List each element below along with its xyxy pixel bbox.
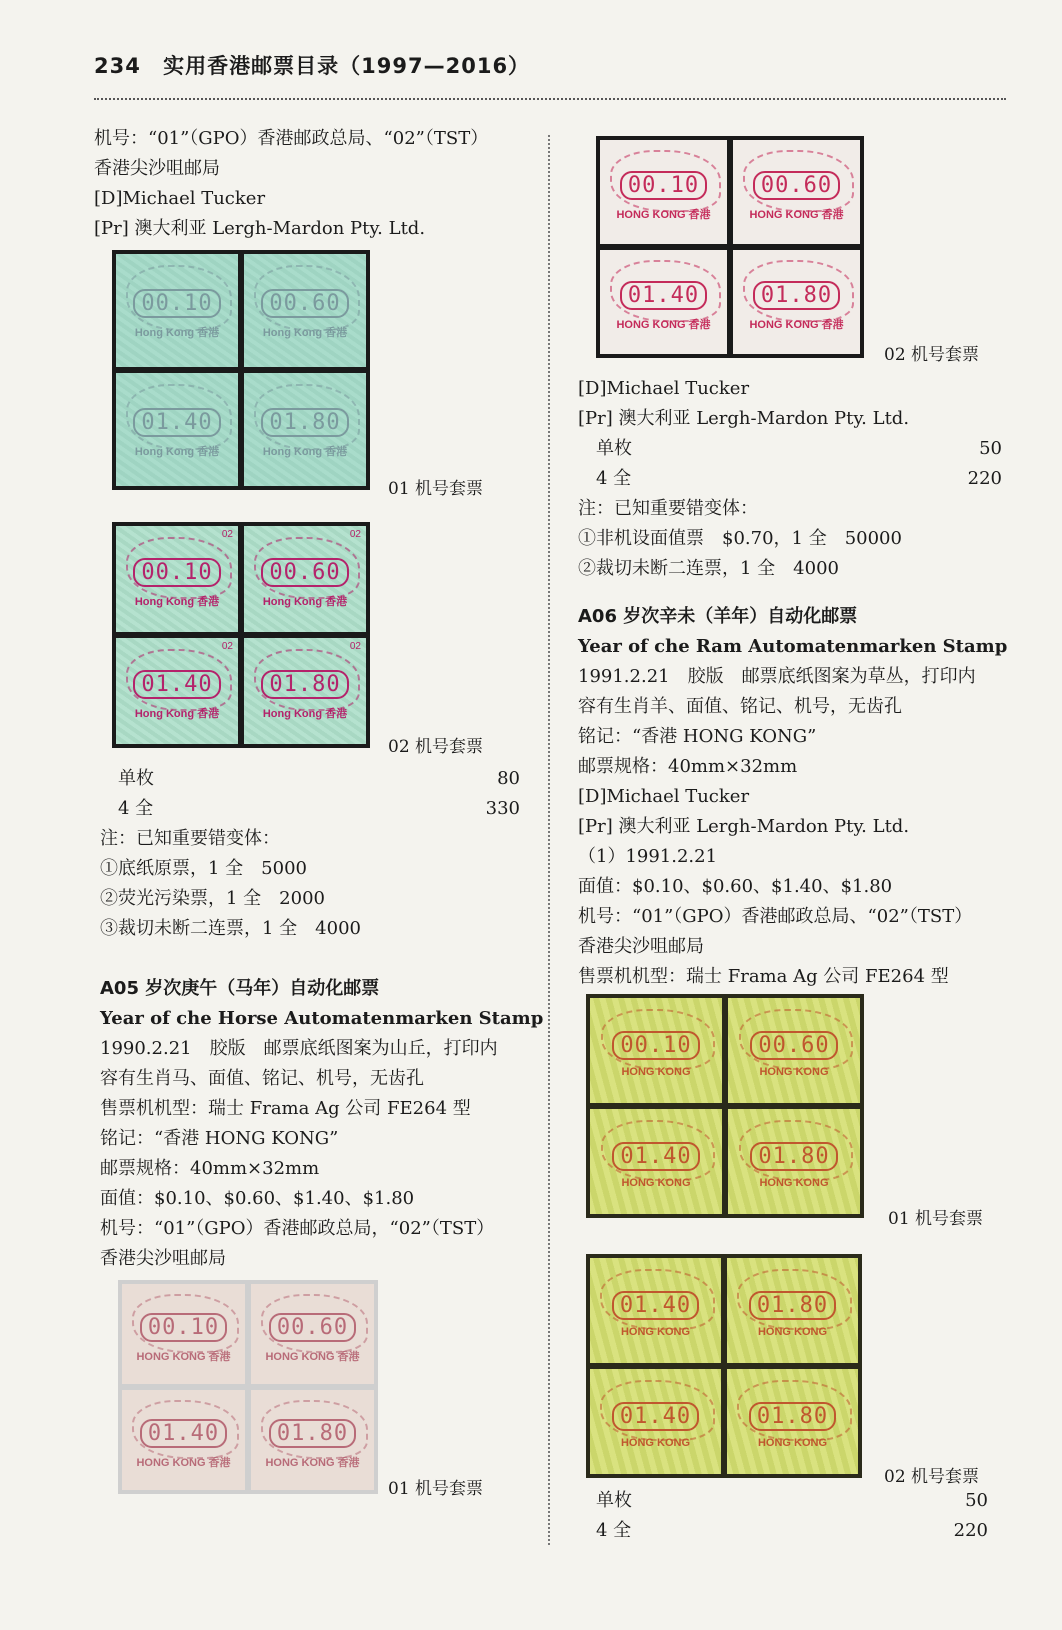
stamp-value: 00.60 xyxy=(261,289,348,318)
stamp-label: HONG KONG xyxy=(621,1177,691,1189)
stamp-value: 01.40 xyxy=(133,670,220,699)
stamp-value: 01.80 xyxy=(269,1419,356,1448)
detail-line: 面值：$0.10、$0.60、$1.40、$1.80 xyxy=(578,876,893,897)
snake-motif-icon xyxy=(254,265,360,331)
price-label: 4 全 xyxy=(596,1520,632,1541)
machine-number: 02 xyxy=(221,641,233,652)
stamp xyxy=(116,638,238,744)
stamp-label: HONG KONG xyxy=(757,1326,828,1338)
left-prices xyxy=(100,764,520,944)
price-value: 220 xyxy=(953,1520,988,1541)
horse-motif-icon xyxy=(743,260,854,321)
stamp-value: 01.80 xyxy=(750,1142,837,1171)
snake-motif-icon xyxy=(254,537,360,599)
a05-section xyxy=(100,974,544,1274)
stamp-label: HONG KONG xyxy=(620,1326,691,1338)
stamp-label: HONG KONG 香港 xyxy=(136,1350,231,1363)
stamp-value: 01.80 xyxy=(749,1291,836,1320)
snake-motif-icon xyxy=(126,537,232,599)
ram-motif-icon xyxy=(739,1120,854,1182)
detail-line: 铭记：“香港 HONG KONG” xyxy=(100,1128,339,1149)
stamp-label: Hong Kong 香港 xyxy=(134,707,220,720)
note-line: ③裁切未断二连票，1 全 4000 xyxy=(100,918,361,939)
stamp-value: 00.10 xyxy=(133,289,220,318)
ram-motif-icon xyxy=(737,1380,851,1442)
price-label: 单枚 xyxy=(596,438,632,459)
horse-motif-icon xyxy=(610,150,721,211)
stamp-block-ram-01 xyxy=(586,994,864,1218)
stamp-label: Hong Kong 香港 xyxy=(262,446,348,458)
stamp-label: HONG KONG 香港 xyxy=(749,208,844,221)
snake-motif-icon xyxy=(126,384,232,450)
intro-line: [D]Michael Tucker xyxy=(94,188,266,209)
stamp-label: HONG KONG xyxy=(620,1437,691,1449)
price-row xyxy=(578,464,1002,494)
stamp xyxy=(733,140,860,244)
stamp-value: 01.40 xyxy=(612,1291,699,1320)
detail-line: [Pr] 澳大利亚 Lergh-Mardon Pty. Ltd. xyxy=(578,816,910,837)
stamp-value: 00.10 xyxy=(133,558,220,587)
price-value: 50 xyxy=(979,438,1002,459)
stamp-label: Hong Kong 香港 xyxy=(262,595,348,608)
horse-motif-icon xyxy=(610,260,721,321)
stamp-label: Hong Kong 香港 xyxy=(262,707,348,720)
machine-number: 02 xyxy=(221,529,233,540)
caption: 02 机号套票 xyxy=(388,737,484,757)
stamp-value: 00.60 xyxy=(753,171,840,200)
price-row xyxy=(100,794,520,824)
stamp xyxy=(590,1258,721,1363)
stamp-block-horse-02 xyxy=(596,136,864,358)
spacer xyxy=(578,584,1002,602)
book-title: 实用香港邮票目录（1997—2016） xyxy=(163,54,531,78)
stamp-label: HONG KONG 香港 xyxy=(265,1350,360,1363)
stamp xyxy=(122,1390,245,1490)
stamp xyxy=(590,1369,721,1474)
detail-line: [D]Michael Tucker xyxy=(578,786,750,807)
intro-line: [Pr] 澳大利亚 Lergh-Mardon Pty. Ltd. xyxy=(94,218,426,239)
stamp xyxy=(590,998,722,1103)
stamp-label: HONG KONG xyxy=(759,1177,829,1189)
ram-motif-icon xyxy=(600,1380,714,1442)
detail-line: 容有生肖羊、面值、铭记、机号，无齿孔 xyxy=(578,696,902,717)
stamp-value: 01.40 xyxy=(140,1419,227,1448)
detail-line: 铭记：“香港 HONG KONG” xyxy=(578,726,817,747)
stamp xyxy=(251,1390,374,1490)
price-value: 220 xyxy=(967,468,1002,489)
horse-motif-icon xyxy=(261,1294,368,1353)
detail-line: 1991.2.21 胶版 邮票底纸图案为草丛，打印内 xyxy=(578,666,976,687)
price-label: 4 全 xyxy=(596,468,632,489)
detail-line: 邮票规格：40mm×32mm xyxy=(100,1158,320,1179)
stamp-value: 00.10 xyxy=(620,171,707,200)
section-heading-en: Year of che Ram Automatenmarken Stamp xyxy=(578,636,1008,657)
stamp-label: Hong Kong 香港 xyxy=(262,327,348,339)
stamp-label: Hong Kong 香港 xyxy=(134,446,220,458)
column-divider xyxy=(548,135,550,1545)
machine-number: 02 xyxy=(349,641,361,652)
stamp-label: HONG KONG 香港 xyxy=(136,1456,231,1469)
credit-line: [Pr] 澳大利亚 Lergh-Mardon Pty. Ltd. xyxy=(578,408,910,429)
detail-line: 机号：“01”（GPO）香港邮政总局，“02”（TST） xyxy=(100,1218,495,1239)
price-label: 单枚 xyxy=(118,768,154,789)
stamp-value: 00.60 xyxy=(261,558,348,587)
price-value: 80 xyxy=(497,768,520,789)
snake-motif-icon xyxy=(254,384,360,450)
right-text xyxy=(578,374,1008,992)
detail-line: 香港尖沙咀邮局 xyxy=(100,1248,226,1269)
intro-line: 机号：“01”（GPO）香港邮政总局、“02”（TST） xyxy=(94,128,489,149)
note-line: ②荧光污染票，1 全 2000 xyxy=(100,888,325,909)
price-label: 4 全 xyxy=(118,798,154,819)
stamp-label: HONG KONG xyxy=(759,1066,829,1078)
stamp xyxy=(251,1284,374,1384)
stamp xyxy=(244,373,366,486)
stamp-block-snake-01 xyxy=(112,250,370,490)
stamp-block-horse-01 xyxy=(118,1280,378,1494)
stamp xyxy=(600,250,727,354)
note-line: ②裁切未断二连票，1 全 4000 xyxy=(578,558,839,579)
snake-motif-icon xyxy=(126,649,232,711)
stamp-label: HONG KONG 香港 xyxy=(616,208,711,221)
stamp-label: HONG KONG 香港 xyxy=(616,318,711,331)
price-row xyxy=(578,1516,988,1546)
snake-motif-icon xyxy=(254,649,360,711)
detail-line: 面值：$0.10、$0.60、$1.40、$1.80 xyxy=(100,1188,415,1209)
ram-motif-icon xyxy=(600,1269,714,1331)
detail-line: （1）1991.2.21 xyxy=(578,846,718,867)
ram-motif-icon xyxy=(601,1009,716,1071)
section-heading-en: Year of che Horse Automatenmarken Stamp xyxy=(100,1008,544,1029)
stamp xyxy=(728,998,860,1103)
machine-number: 02 xyxy=(349,529,361,540)
caption: 02 机号套票 xyxy=(884,345,980,365)
stamp-value: 01.40 xyxy=(620,281,707,310)
section-heading: A06 岁次辛未（羊年）自动化邮票 xyxy=(578,606,858,627)
stamp xyxy=(116,254,238,367)
price-value: 50 xyxy=(965,1490,988,1511)
stamp-label: HONG KONG 香港 xyxy=(749,318,844,331)
horse-motif-icon xyxy=(743,150,854,211)
price-row xyxy=(578,434,1002,464)
ram-motif-icon xyxy=(737,1269,851,1331)
stamp-value: 00.60 xyxy=(269,1313,356,1342)
page-number: 234 xyxy=(94,54,141,78)
ram-motif-icon xyxy=(739,1009,854,1071)
section-heading: A05 岁次庚午（马年）自动化邮票 xyxy=(100,978,380,999)
note-line: ①非机设面值票 $0.70，1 全 50000 xyxy=(578,528,902,549)
caption: 02 机号套票 xyxy=(884,1467,980,1487)
price-label: 单枚 xyxy=(596,1490,632,1511)
credit-line: [D]Michael Tucker xyxy=(578,378,750,399)
detail-line: 售票机机型：瑞士 Frama Ag 公司 FE264 型 xyxy=(100,1098,471,1119)
ram-motif-icon xyxy=(601,1120,716,1182)
horse-motif-icon xyxy=(132,1294,239,1353)
stamp-value: 00.10 xyxy=(612,1031,699,1060)
detail-line: 邮票规格：40mm×32mm xyxy=(578,756,798,777)
stamp-label: HONG KONG xyxy=(757,1437,828,1449)
detail-line: 容有生肖马、面值、铭记、机号，无齿孔 xyxy=(100,1068,424,1089)
stamp xyxy=(244,638,366,744)
stamp-value: 00.60 xyxy=(750,1031,837,1060)
stamp-value: 01.40 xyxy=(133,408,220,437)
price-row xyxy=(578,1486,988,1516)
stamp xyxy=(600,140,727,244)
detail-line: 售票机机型：瑞士 Frama Ag 公司 FE264 型 xyxy=(578,966,949,987)
right-final-prices xyxy=(578,1486,988,1546)
stamp xyxy=(244,526,366,632)
stamp xyxy=(116,526,238,632)
stamp-value: 01.40 xyxy=(612,1142,699,1171)
stamp xyxy=(727,1369,858,1474)
stamp xyxy=(728,1109,860,1214)
stamp-value: 00.10 xyxy=(140,1313,227,1342)
stamp-label: Hong Kong 香港 xyxy=(134,595,220,608)
stamp-label: HONG KONG 香港 xyxy=(265,1456,360,1469)
price-value: 330 xyxy=(485,798,520,819)
stamp-value: 01.80 xyxy=(749,1402,836,1431)
left-intro xyxy=(94,124,514,244)
detail-line: 香港尖沙咀邮局 xyxy=(578,936,704,957)
stamp-value: 01.80 xyxy=(261,408,348,437)
page-header xyxy=(94,50,530,80)
stamp xyxy=(590,1109,722,1214)
horse-motif-icon xyxy=(132,1400,239,1459)
intro-line: 香港尖沙咀邮局 xyxy=(94,158,220,179)
stamp-value: 01.80 xyxy=(261,670,348,699)
header-rule xyxy=(94,98,1006,100)
stamp xyxy=(122,1284,245,1384)
price-row xyxy=(100,764,520,794)
stamp xyxy=(727,1258,858,1363)
stamp-label: HONG KONG xyxy=(621,1066,691,1078)
stamp-value: 01.40 xyxy=(612,1402,699,1431)
stamp xyxy=(244,254,366,367)
horse-motif-icon xyxy=(261,1400,368,1459)
caption: 01 机号套票 xyxy=(388,1479,484,1499)
stamp-block-ram-02 xyxy=(586,1254,862,1478)
snake-motif-icon xyxy=(126,265,232,331)
stamp-block-snake-02 xyxy=(112,522,370,748)
stamp-label: Hong Kong 香港 xyxy=(134,327,220,339)
caption: 01 机号套票 xyxy=(888,1209,984,1229)
note-line: 注：已知重要错变体： xyxy=(100,828,280,849)
note-line: ①底纸原票，1 全 5000 xyxy=(100,858,307,879)
detail-line: 机号：“01”（GPO）香港邮政总局、“02”（TST） xyxy=(578,906,973,927)
caption: 01 机号套票 xyxy=(388,479,484,499)
note-line: 注：已知重要错变体： xyxy=(578,498,758,519)
stamp-value: 01.80 xyxy=(753,281,840,310)
stamp xyxy=(116,373,238,486)
detail-line: 1990.2.21 胶版 邮票底纸图案为山丘，打印内 xyxy=(100,1038,498,1059)
stamp xyxy=(733,250,860,354)
